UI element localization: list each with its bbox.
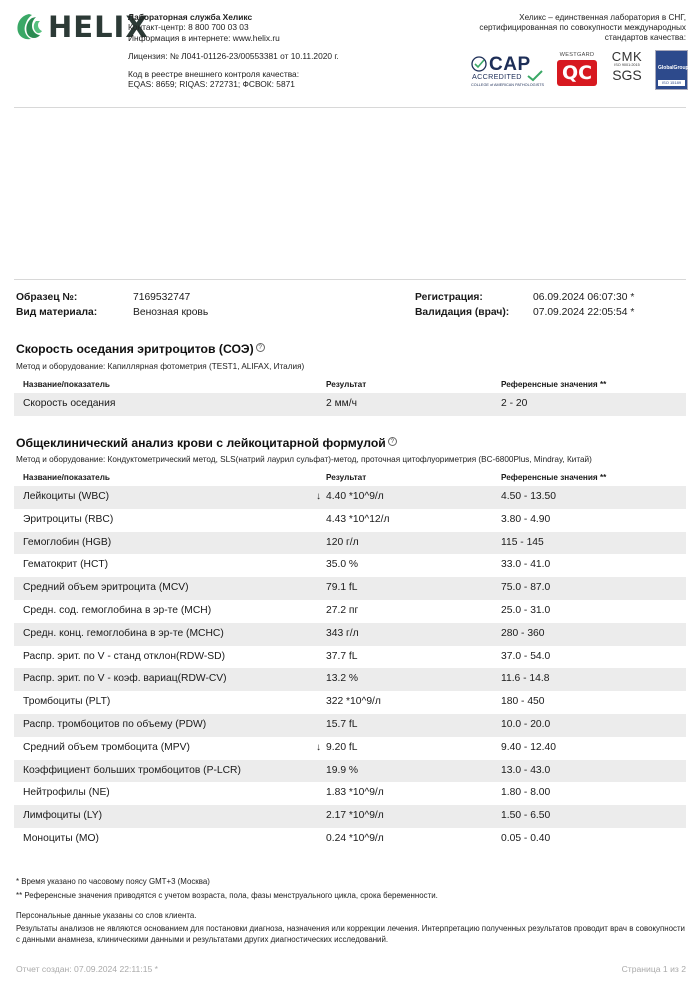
row-result: 13.2 % (326, 673, 359, 685)
esr-table (14, 377, 686, 416)
table-row (14, 805, 686, 828)
validation-label: Валидация (врач): (415, 307, 510, 318)
header-divider (14, 107, 686, 108)
report-created: Отчет создан: 07.09.2024 22:11:15 * (16, 964, 159, 974)
certification-logos (471, 50, 688, 90)
contact-center: Контакт-центр: 8 800 700 03 03 (128, 22, 249, 33)
qc-badge: QC (557, 60, 597, 86)
low-flag-icon: ↓ (316, 491, 321, 502)
table-row (14, 737, 686, 760)
sample-number-value: 7169532747 (133, 292, 191, 303)
row-result: 15.7 fL (326, 718, 358, 730)
cmk-sgs-logo (609, 50, 645, 90)
table-row (14, 393, 686, 416)
row-result: 0.24 *10^9/л (326, 832, 384, 844)
certification-text (426, 13, 686, 43)
row-name: Нейтрофилы (NE) (23, 787, 110, 799)
row-name: Распр. эрит. по V - коэф. вариац(RDW-CV) (23, 673, 227, 685)
row-name: Средний объем тромбоцита (MPV) (23, 741, 190, 753)
row-result: 1.83 *10^9/л (326, 787, 384, 799)
table-row (14, 646, 686, 669)
registry-info-line2: EQAS: 8659; RIQAS: 272731; ФСВОК: 5871 (128, 79, 295, 90)
table-row (14, 782, 686, 805)
cbc-table (14, 470, 686, 851)
column-header-reference: Референсные значения ** (501, 473, 607, 482)
cbc-method: Метод и оборудование: Кондуктометрический метод, SLS(натрий лаурил сульфат)-метод, проточная цитофлуориметрия (BC-6800Plus, Mindray, Китай) (16, 455, 592, 464)
page-number: Страница 1 из 2 (621, 964, 686, 974)
row-name: Тромбоциты (PLT) (23, 696, 111, 708)
lab-contact-info (128, 12, 339, 90)
row-reference: 11.6 - 14.8 (501, 673, 550, 685)
column-header-result: Результат (326, 473, 367, 482)
row-result: 2.17 *10^9/л (326, 810, 384, 822)
row-result: 343 г/л (326, 627, 359, 639)
row-result: 79.1 fL (326, 582, 358, 594)
info-icon[interactable]: ? (256, 343, 265, 352)
cbc-title-text: Общеклинический анализ крови с лейкоцитарной формулой (16, 436, 386, 450)
globalgroup-text: GlobalGroup (658, 65, 689, 71)
timezone-note: * Время указано по часовому поясу GMT+3 (Москва) (16, 877, 210, 886)
info-icon[interactable]: ? (388, 437, 397, 446)
row-reference: 9.40 - 12.40 (501, 741, 556, 753)
logo-text: HELIX (48, 10, 149, 44)
check-icon (527, 70, 543, 82)
cap-college-text: COLLEGE of AMERICAN PATHOLOGISTS (471, 83, 545, 87)
table-row (14, 486, 686, 509)
table-row (14, 554, 686, 577)
row-name: Средн. конц. гемоглобина в эр-те (MCHC) (23, 627, 224, 639)
westgard-text: WESTGARD (559, 52, 595, 58)
row-name: Эритроциты (RBC) (23, 513, 114, 525)
low-flag-icon: ↓ (316, 741, 321, 753)
row-name: Распр. эрит. по V - станд отклон(RDW-SD) (23, 650, 226, 662)
cap-accredited-text: ACCREDITED (472, 72, 522, 81)
cert-text-line2: сертифицированная по совокупности международных (479, 23, 686, 32)
registration-value: 06.09.2024 06:07:30 * (533, 292, 635, 303)
personal-data-note: Персональные данные указаны со слов клиента. (16, 910, 197, 920)
row-reference: 0.05 - 0.40 (501, 832, 551, 844)
iso-15189-text: ISO 15189 (658, 80, 685, 86)
row-reference: 280 - 360 (501, 627, 545, 639)
row-name: Лимфоциты (LY) (23, 810, 103, 822)
column-header-name: Название/показатель (23, 473, 110, 482)
row-name: Гематокрит (HCT) (23, 559, 109, 571)
row-name: Лейкоциты (WBC) (23, 491, 110, 502)
row-reference: 25.0 - 31.0 (501, 604, 551, 616)
row-result: 2 мм/ч (326, 398, 357, 409)
esr-section-title (16, 342, 265, 356)
row-name: Распр. тромбоцитов по объему (PDW) (23, 718, 207, 730)
sample-divider (14, 279, 686, 280)
sample-number-label: Образец №: (16, 292, 78, 303)
helix-leaf-icon (14, 12, 44, 42)
row-result: 4.40 *10^9/л (326, 491, 384, 502)
row-result: 19.9 % (326, 764, 359, 776)
table-row (14, 577, 686, 600)
table-row (14, 691, 686, 714)
disclaimer-note: Результаты анализов не являются основанием для постановки диагноза, назначения или коррекции лечения. Интерпретацию полученных результатов проводит врач в совокупности с данными анамнеза, клиническими данными и результатами других диагностических исследований. (16, 924, 685, 945)
row-reference: 37.0 - 54.0 (501, 650, 551, 662)
cap-text: CAP (489, 54, 531, 75)
table-row (14, 828, 686, 851)
column-header-reference: Референсные значения ** (501, 380, 607, 389)
table-row (14, 714, 686, 737)
sample-info (16, 292, 686, 322)
reference-note: ** Референсные значения приводятся с учетом возраста, пола, фазы менструального цикла, срока беременности. (16, 890, 438, 900)
cert-text-line1: Хеликс – единственная лаборатория в СНГ, (519, 13, 686, 22)
table-row (14, 668, 686, 691)
cmk-iso-text: ISO 9001:2015 (614, 63, 640, 67)
registry-info-line1: Код в реестре внешнего контроля качества: (128, 69, 300, 80)
row-name: Коэффициент больших тромбоцитов (P-LCR) (23, 764, 241, 776)
row-reference: 75.0 - 87.0 (501, 582, 551, 594)
cap-emblem-icon (471, 56, 489, 72)
sgs-text: SGS (612, 67, 642, 83)
table-row (14, 600, 686, 623)
esr-title-text: Скорость оседания эритроцитов (СОЭ) (16, 342, 254, 356)
row-reference: 1.50 - 6.50 (501, 810, 551, 822)
row-reference: 1.80 - 8.00 (501, 787, 551, 799)
report-header (0, 0, 700, 100)
row-name: Моноциты (MO) (23, 832, 99, 844)
table-row (14, 532, 686, 555)
cert-text-line3: стандартов качества: (604, 33, 686, 42)
cap-accredited-logo (471, 54, 545, 90)
validation-value: 07.09.2024 22:05:54 * (533, 307, 635, 318)
row-name: Гемоглобин (HGB) (23, 536, 112, 548)
row-result: 120 г/л (326, 536, 359, 548)
row-reference: 33.0 - 41.0 (501, 559, 551, 571)
row-reference: 13.0 - 43.0 (501, 764, 551, 776)
license-info: Лицензия: № Л041-01126-23/00553381 от 10.11.2020 г. (128, 50, 339, 61)
row-result: 27.2 пг (326, 604, 359, 616)
table-row (14, 623, 686, 646)
registration-label: Регистрация: (415, 292, 483, 303)
footnotes (16, 877, 688, 946)
material-label: Вид материала: (16, 307, 98, 318)
row-reference: 2 - 20 (501, 398, 528, 409)
row-reference: 10.0 - 20.0 (501, 718, 551, 730)
table-row (14, 760, 686, 783)
row-result: 4.43 *10^12/л (326, 513, 390, 525)
esr-method: Метод и оборудование: Капиллярная фотометрия (TEST1, ALIFAX, Италия) (16, 362, 305, 371)
row-reference: 115 - 145 (501, 536, 544, 548)
table-row (14, 509, 686, 532)
table-header (14, 470, 686, 486)
westgard-qc-logo (555, 52, 599, 90)
cbc-section-title (16, 436, 397, 450)
table-header (14, 377, 686, 393)
row-reference: 3.80 - 4.90 (501, 513, 551, 525)
material-value: Венозная кровь (133, 307, 209, 318)
website-info: Информация в интернете: www.helix.ru (128, 32, 280, 43)
row-name: Средний объем эритроцита (MCV) (23, 582, 189, 594)
row-result: 9.20 fL (326, 741, 358, 753)
lab-name: Лабораторная служба Хеликс (128, 12, 253, 22)
row-reference: 180 - 450 (501, 696, 545, 708)
row-result: 35.0 % (326, 559, 359, 571)
column-header-name: Название/показатель (23, 380, 110, 389)
row-reference: 4.50 - 13.50 (501, 491, 556, 502)
row-name: Средн. сод. гемоглобина в эр-те (MCH) (23, 604, 212, 616)
column-header-result: Результат (326, 380, 367, 389)
row-name: Скорость оседания (23, 398, 116, 409)
row-result: 322 *10^9/л (326, 696, 381, 708)
row-result: 37.7 fL (326, 650, 358, 662)
globalgroup-iso-logo (655, 50, 688, 90)
cmk-text: CMK (611, 49, 643, 64)
